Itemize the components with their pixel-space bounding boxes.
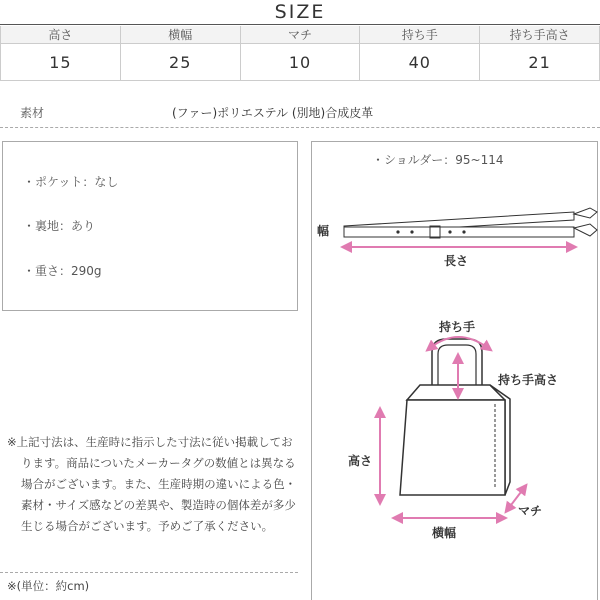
shoulder-strap-illustration — [344, 208, 597, 238]
handle-height-label: 持ち手高さ — [498, 373, 559, 387]
detail-pocket: ・ポケット：なし — [23, 175, 119, 189]
bag-illustration — [400, 339, 510, 495]
strap-width-label: 幅 — [317, 224, 330, 238]
diagram-panel — [311, 141, 598, 600]
value-handle: 40 — [360, 44, 480, 81]
height-label: 高さ — [348, 454, 373, 468]
value-width: 25 — [120, 44, 240, 81]
detail-weight: ・重さ：290g — [23, 264, 102, 278]
note-divider — [0, 572, 298, 573]
header-handle-height: 持ち手高さ — [480, 26, 600, 44]
details-box — [2, 141, 298, 311]
header-gusset: マチ — [240, 26, 360, 44]
strap-length-label: 長さ — [444, 254, 469, 268]
material-label: 素材 — [20, 106, 45, 120]
size-table-header-row — [1, 26, 600, 44]
value-handle-height: 21 — [480, 44, 600, 81]
material-divider — [0, 127, 600, 128]
shoulder-label: ・ショルダー：95~114 — [372, 153, 504, 167]
material-value: (ファー)ポリエステル (別地)合成皮革 — [172, 106, 374, 120]
bag-width-label: 横幅 — [432, 526, 457, 540]
title-divider — [0, 24, 600, 25]
page-title: SIZE — [274, 1, 326, 23]
gusset-label: マチ — [518, 504, 543, 518]
value-gusset: 10 — [240, 44, 360, 81]
detail-lining: ・裏地：あり — [23, 219, 96, 233]
header-width: 横幅 — [120, 26, 240, 44]
disclaimer-note: ※上記寸法は、生産時に指示した寸法に従い掲載しております。商品についたメーカータグの数値とは異なる場合がございます。また、生産時期の違いによる色・素材・サイズ感などの差異や、製造時の個体差が多少生じる場合がございます。予めご了承ください。 — [7, 435, 297, 533]
value-height: 15 — [1, 44, 121, 81]
material-row — [0, 97, 600, 127]
header-height: 高さ — [1, 26, 121, 44]
size-table — [0, 26, 600, 81]
unit-note: ※(単位：約cm) — [7, 579, 90, 593]
handle-label: 持ち手 — [439, 320, 476, 334]
size-table-value-row — [1, 44, 600, 81]
header-handle: 持ち手 — [360, 26, 480, 44]
